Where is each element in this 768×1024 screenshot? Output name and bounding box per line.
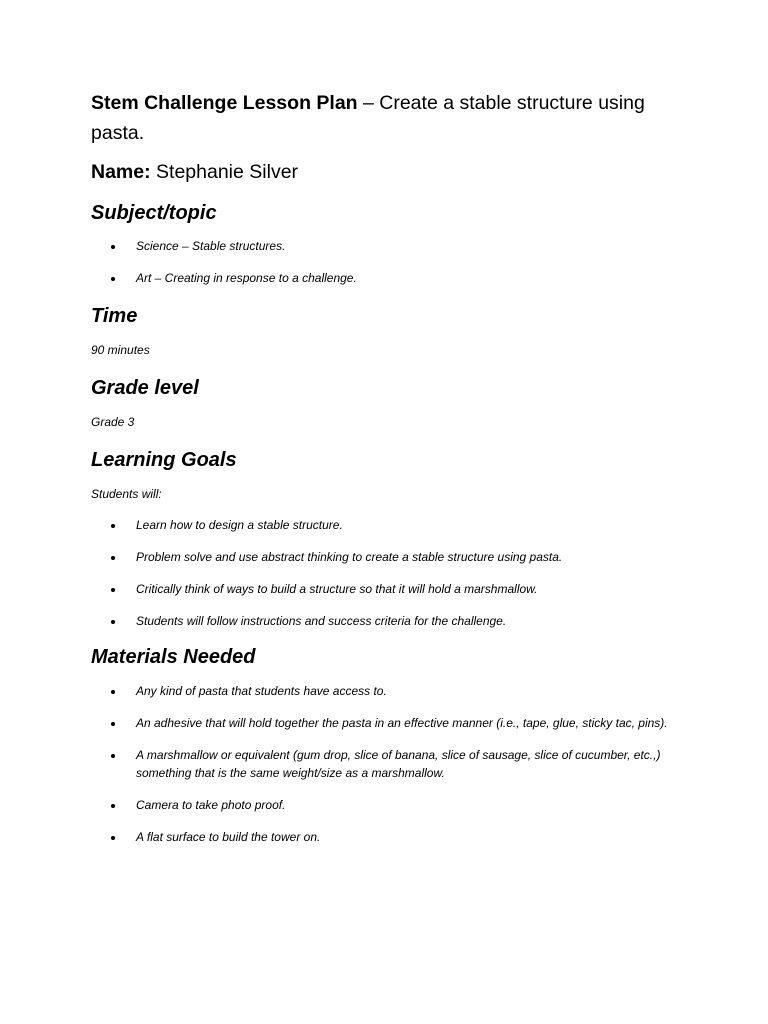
- grade-value: Grade 3: [91, 414, 135, 429]
- list-item: [91, 747, 681, 782]
- list-item: [91, 715, 681, 733]
- bullet-icon: [111, 524, 115, 528]
- list-item-text: Art – Creating in response to a challenge.: [136, 271, 357, 285]
- document-page: [91, 88, 681, 846]
- list-item-text: Critically think of ways to build a structure so that it will hold a marshmallow.: [136, 581, 538, 596]
- title-rest: – Create a stable structure using pasta.: [91, 92, 645, 144]
- list-item-text: A flat surface to build the tower on.: [136, 829, 321, 844]
- bullet-icon: [111, 804, 115, 808]
- author-name-line: [91, 159, 681, 185]
- bullet-icon: [111, 722, 115, 726]
- goals-intro: Students will:: [91, 486, 162, 501]
- list-item: [91, 613, 681, 631]
- list-item-text: Camera to take photo proof.: [136, 797, 286, 812]
- list-item: [91, 270, 681, 288]
- list-item: [91, 238, 681, 256]
- subject-heading: Subject/topic: [91, 202, 217, 224]
- time-value: 90 minutes: [91, 342, 150, 357]
- list-item-text: Learn how to design a stable structure.: [136, 517, 343, 532]
- list-item-text: Science – Stable structures.: [136, 239, 286, 253]
- list-item-text: A marshmallow or equivalent (gum drop, slice of banana, slice of sausage, slice of cucumber, etc.,) something that is the same weight/size as a marshmallow.: [136, 748, 661, 780]
- list-item: [91, 683, 681, 701]
- list-item-text: Students will follow instructions and success criteria for the challenge.: [136, 613, 507, 628]
- bullet-icon: [111, 277, 115, 281]
- materials-heading: Materials Needed: [91, 646, 256, 668]
- bullet-icon: [111, 245, 115, 249]
- goals-list: [91, 517, 681, 631]
- list-item: [91, 797, 681, 815]
- bullet-icon: [111, 588, 115, 592]
- bullet-icon: [111, 620, 115, 624]
- bullet-icon: [111, 836, 115, 840]
- list-item: [91, 581, 681, 599]
- document-title: [91, 88, 681, 148]
- subject-list: [91, 238, 681, 288]
- bullet-icon: [111, 690, 115, 694]
- list-item-text: Problem solve and use abstract thinking to create a stable structure using pasta.: [136, 549, 563, 564]
- list-item: [91, 829, 681, 847]
- name-label: Name:: [91, 161, 151, 183]
- list-item-text: An adhesive that will hold together the pasta in an effective manner (i.e., tape, glue, sticky tac, pins).: [136, 716, 668, 730]
- bullet-icon: [111, 754, 115, 758]
- bullet-icon: [111, 556, 115, 560]
- list-item: [91, 517, 681, 535]
- time-heading: Time: [91, 304, 138, 327]
- name-value: Stephanie Silver: [150, 161, 299, 183]
- title-bold: Stem Challenge Lesson Plan: [91, 92, 358, 114]
- materials-list: [91, 683, 681, 846]
- goals-heading: Learning Goals: [91, 448, 237, 471]
- list-item-text: Any kind of pasta that students have access to.: [136, 684, 387, 698]
- grade-heading: Grade level: [91, 376, 199, 399]
- list-item: [91, 549, 681, 567]
